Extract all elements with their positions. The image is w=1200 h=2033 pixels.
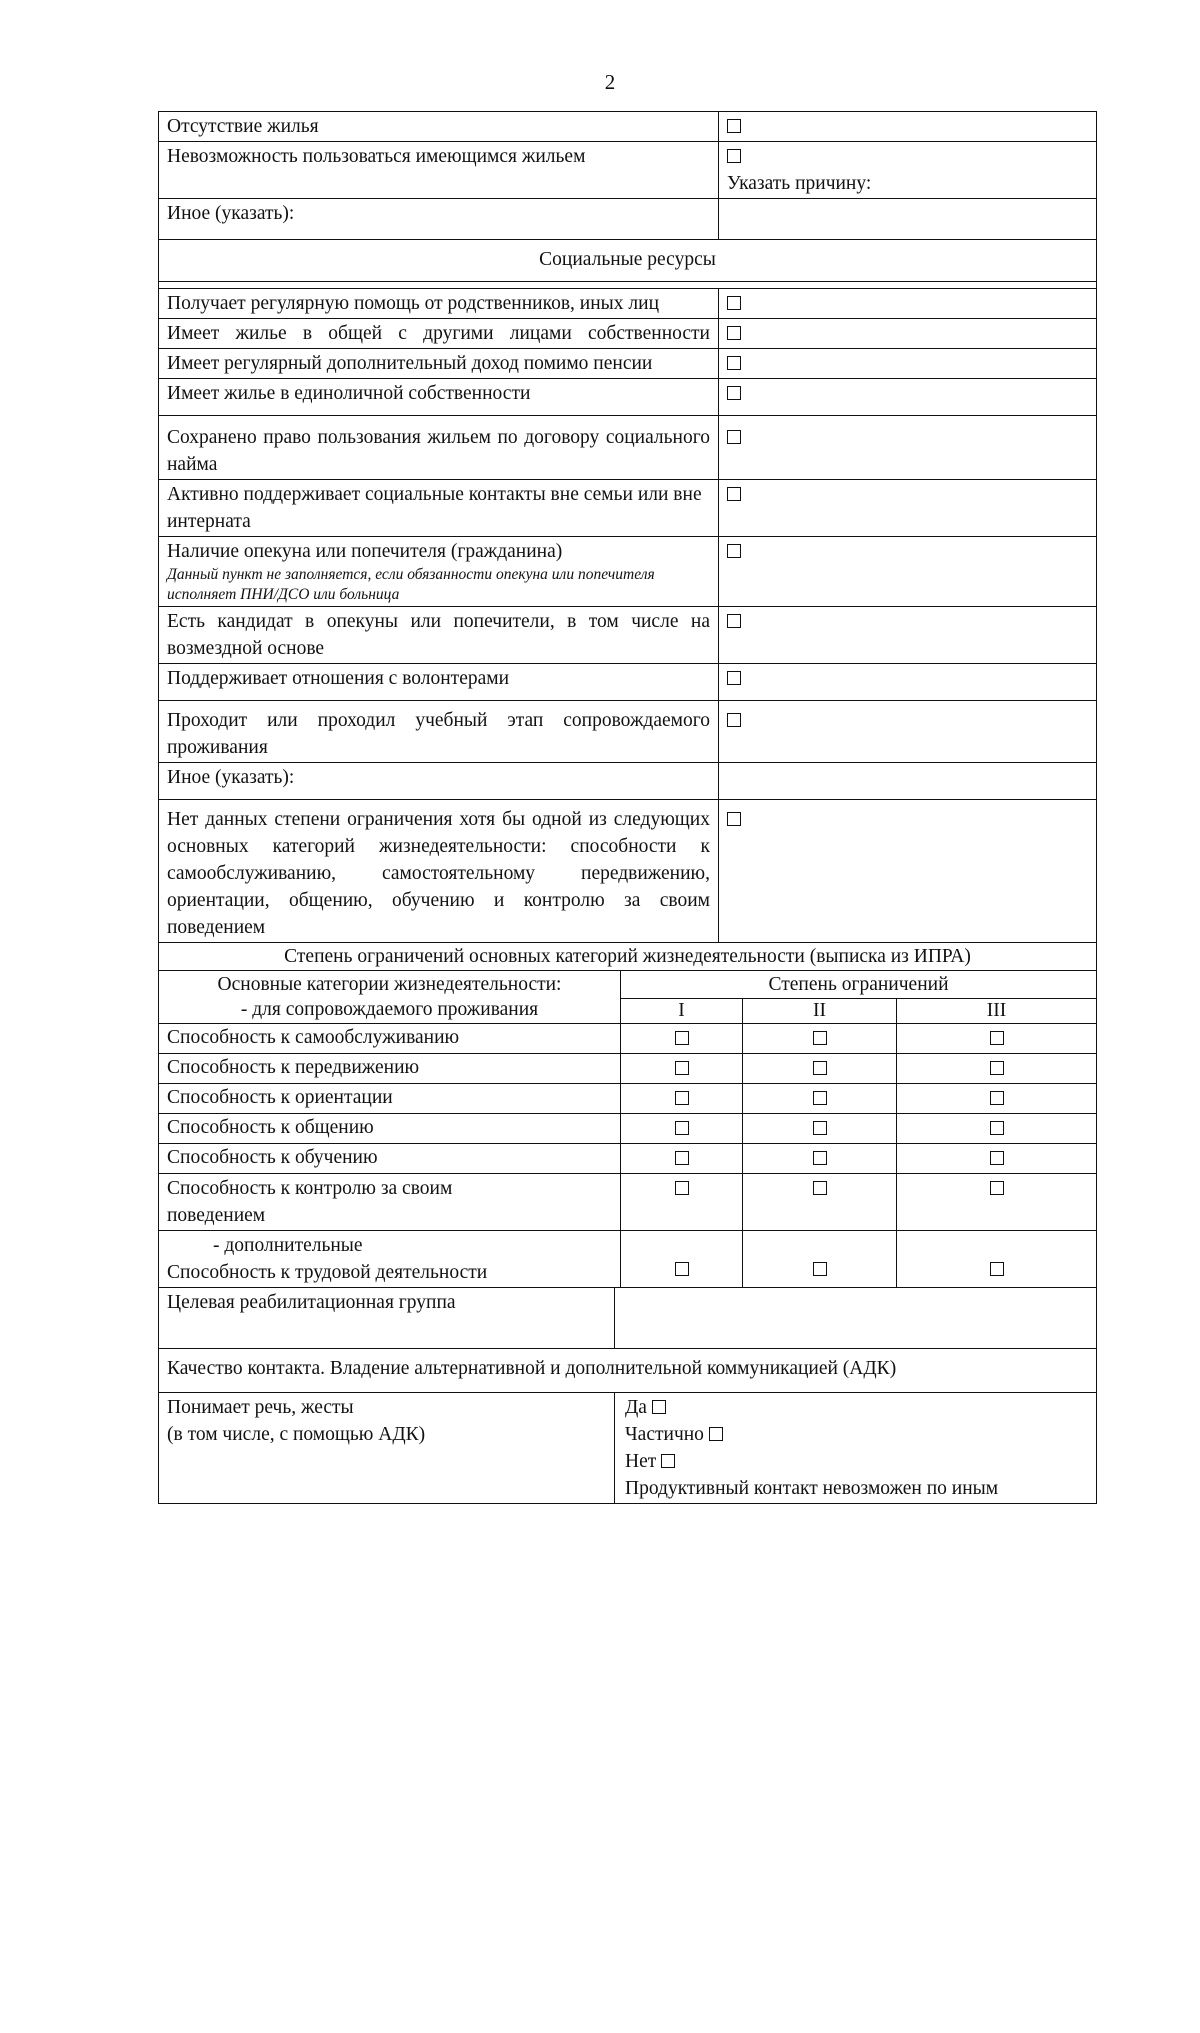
degree-checkbox-cell[interactable] <box>897 1231 1097 1288</box>
table-row <box>159 1288 1097 1349</box>
limitation-label: Способность к передвижению <box>159 1054 621 1084</box>
other-label: Иное (указать): <box>159 199 719 240</box>
table-row <box>159 240 1097 282</box>
contact-question-cell <box>159 1393 615 1504</box>
form-page <box>158 111 1096 1504</box>
degree-checkbox-cell[interactable] <box>897 1054 1097 1084</box>
degree-checkbox-cell[interactable] <box>743 1024 897 1054</box>
checkbox-icon[interactable] <box>675 1061 689 1075</box>
social-label: Наличие опекуна или попечителя (гражданина) <box>167 541 563 562</box>
checkbox-icon[interactable] <box>813 1031 827 1045</box>
checkbox-icon[interactable] <box>813 1121 827 1135</box>
social-label: Нет данных степени ограничения хотя бы одной из следующих основных категорий жизнедеятельности: способности к самообслуживанию, самостоятельному передвижению, ориентации, общению, обучению и контролю за своим поведением <box>159 800 719 943</box>
table-row <box>159 1054 1097 1084</box>
checkbox-icon[interactable] <box>990 1121 1004 1135</box>
table-row <box>159 763 1097 800</box>
table-row <box>159 199 1097 240</box>
social-checkbox-cell[interactable] <box>719 416 1097 480</box>
limitation-label: Способность к самообслуживанию <box>159 1024 621 1054</box>
checkbox-icon[interactable] <box>990 1181 1004 1195</box>
checkbox-icon[interactable] <box>727 671 741 685</box>
degree-label: II <box>743 999 897 1024</box>
degree-label: III <box>897 999 1097 1024</box>
contact-question-sub: (в том числе, с помощью АДК) <box>167 1424 426 1445</box>
degree-checkbox-cell[interactable] <box>621 1144 743 1174</box>
table-row <box>159 1393 1097 1504</box>
social-label: Имеет регулярный дополнительный доход помимо пенсии <box>159 349 719 379</box>
degree-checkbox-cell[interactable] <box>743 1231 897 1288</box>
social-checkbox-cell[interactable] <box>719 289 1097 319</box>
checkbox-icon[interactable] <box>675 1091 689 1105</box>
social-label: Получает регулярную помощь от родственников, иных лиц <box>159 289 719 319</box>
col-header-subgroup: - для сопровождаемого проживания <box>240 999 539 1020</box>
degree-checkbox-cell[interactable] <box>897 1114 1097 1144</box>
guardian-cell <box>159 537 719 607</box>
checkbox-icon[interactable] <box>727 119 741 133</box>
table-row <box>159 1084 1097 1114</box>
checkbox-icon[interactable] <box>661 1454 675 1468</box>
option-yes[interactable]: Да <box>625 1397 666 1418</box>
other-input-cell[interactable] <box>719 199 1097 240</box>
section-title-social: Социальные ресурсы <box>159 240 1097 282</box>
checkbox-icon[interactable] <box>675 1121 689 1135</box>
table-row <box>159 1349 1097 1393</box>
option-partial[interactable]: Частично <box>625 1424 723 1445</box>
checkbox-icon[interactable] <box>990 1031 1004 1045</box>
table-row <box>159 664 1097 701</box>
degree-checkbox-cell[interactable] <box>897 1084 1097 1114</box>
limitations-header-cell <box>159 971 621 1024</box>
social-label: Активно поддерживает социальные контакты вне семьи или вне интерната <box>159 480 719 537</box>
checkbox-icon[interactable] <box>675 1031 689 1045</box>
table-row <box>159 1144 1097 1174</box>
social-checkbox-cell[interactable] <box>719 537 1097 607</box>
checkbox-icon[interactable] <box>813 1262 827 1276</box>
checkbox-icon[interactable] <box>727 614 741 628</box>
housing-label: Невозможность пользоваться имеющимся жильем <box>159 142 719 199</box>
rehab-group-input-cell[interactable] <box>615 1288 1097 1349</box>
checkbox-icon[interactable] <box>727 812 741 826</box>
degree-checkbox-cell[interactable] <box>621 1024 743 1054</box>
table-row <box>159 142 1097 199</box>
checkbox-icon[interactable] <box>675 1262 689 1276</box>
table-row <box>159 112 1097 142</box>
rehab-group-label: Целевая реабилитационная группа <box>159 1288 615 1349</box>
degree-checkbox-cell[interactable] <box>743 1054 897 1084</box>
spacer <box>159 282 1097 289</box>
social-checkbox-cell[interactable] <box>719 607 1097 664</box>
social-label: Имеет жилье в единоличной собственности <box>159 379 719 416</box>
additional-cell <box>159 1231 621 1288</box>
checkbox-icon[interactable] <box>813 1181 827 1195</box>
checkbox-icon[interactable] <box>727 296 741 310</box>
checkbox-icon[interactable] <box>990 1262 1004 1276</box>
table-row <box>159 1024 1097 1054</box>
limitations-table <box>158 943 1097 1288</box>
checkbox-icon[interactable] <box>990 1061 1004 1075</box>
table-row <box>159 379 1097 416</box>
table-row <box>159 537 1097 607</box>
checkbox-icon[interactable] <box>709 1427 723 1441</box>
housing-label: Отсутствие жилья <box>159 112 719 142</box>
degree-checkbox-cell[interactable] <box>621 1084 743 1114</box>
checkbox-icon[interactable] <box>727 386 741 400</box>
checkbox-icon[interactable] <box>675 1181 689 1195</box>
social-checkbox-cell[interactable] <box>719 800 1097 943</box>
table-row <box>159 1174 1097 1231</box>
table-row <box>159 480 1097 537</box>
social-checkbox-cell[interactable] <box>719 379 1097 416</box>
section-title-contact: Качество контакта. Владение альтернативной и дополнительной коммуникацией (АДК) <box>159 1349 1097 1393</box>
social-label: Сохранено право пользования жильем по договору социального найма <box>159 416 719 480</box>
table-row <box>159 607 1097 664</box>
social-label: Имеет жилье в общей с другими лицами собственности <box>159 319 719 349</box>
contact-question: Понимает речь, жесты <box>167 1397 354 1418</box>
social-label: Есть кандидат в опекуны или попечители, в том числе на возмездной основе <box>159 607 719 664</box>
checkbox-icon[interactable] <box>727 430 741 444</box>
section-title-limitations: Степень ограничений основных категорий жизнедеятельности (выписка из ИПРА) <box>159 943 1097 971</box>
option-other-text: Продуктивный контакт невозможен по иным <box>625 1478 999 1499</box>
rehab-contact-table <box>158 1288 1097 1504</box>
degree-checkbox-cell[interactable] <box>743 1084 897 1114</box>
other-input-cell[interactable] <box>719 763 1097 800</box>
contact-options-cell <box>615 1393 1097 1504</box>
checkbox-icon[interactable] <box>675 1151 689 1165</box>
social-label: Поддерживает отношения с волонтерами <box>159 664 719 701</box>
limitation-label: Способность к ориентации <box>159 1084 621 1114</box>
table-row <box>159 319 1097 349</box>
degree-checkbox-cell[interactable] <box>743 1114 897 1144</box>
other-label: Иное (указать): <box>159 763 719 800</box>
checkbox-icon[interactable] <box>727 487 741 501</box>
degree-label: I <box>621 999 743 1024</box>
degree-checkbox-cell[interactable] <box>897 1024 1097 1054</box>
degree-checkbox-cell[interactable] <box>743 1144 897 1174</box>
checkbox-icon[interactable] <box>727 356 741 370</box>
table-row <box>159 1231 1097 1288</box>
table-row <box>159 1114 1097 1144</box>
table-row <box>159 943 1097 971</box>
degree-checkbox-cell[interactable] <box>897 1174 1097 1231</box>
limitation-label: Способность к обучению <box>159 1144 621 1174</box>
degree-checkbox-cell[interactable] <box>621 1174 743 1231</box>
checkbox-icon[interactable] <box>813 1061 827 1075</box>
table-row <box>159 971 1097 999</box>
housing-social-table <box>158 111 1097 943</box>
housing-checkbox-cell[interactable] <box>719 142 1097 199</box>
option-no[interactable]: Нет <box>625 1451 675 1472</box>
social-checkbox-cell[interactable] <box>719 701 1097 763</box>
reason-prompt: Указать причину: <box>727 173 872 194</box>
social-checkbox-cell[interactable] <box>719 664 1097 701</box>
social-checkbox-cell[interactable] <box>719 319 1097 349</box>
checkbox-icon[interactable] <box>727 713 741 727</box>
housing-checkbox-cell[interactable] <box>719 112 1097 142</box>
table-row <box>159 289 1097 319</box>
degree-checkbox-cell[interactable] <box>743 1174 897 1231</box>
checkbox-icon[interactable] <box>813 1091 827 1105</box>
social-checkbox-cell[interactable] <box>719 480 1097 537</box>
degree-checkbox-cell[interactable] <box>897 1144 1097 1174</box>
checkbox-icon[interactable] <box>727 326 741 340</box>
checkbox-icon[interactable] <box>990 1151 1004 1165</box>
table-row <box>159 800 1097 943</box>
degree-checkbox-cell[interactable] <box>621 1114 743 1144</box>
limitation-label: Способность к контролю за своим поведением <box>159 1174 621 1231</box>
degree-checkbox-cell[interactable] <box>621 1231 743 1288</box>
checkbox-icon[interactable] <box>990 1091 1004 1105</box>
table-row <box>159 416 1097 480</box>
table-row <box>159 701 1097 763</box>
page-number: 2 <box>604 70 616 94</box>
limitation-label: Способность к общению <box>159 1114 621 1144</box>
checkbox-icon[interactable] <box>652 1400 666 1414</box>
degree-header: Степень ограничений <box>621 971 1097 999</box>
social-checkbox-cell[interactable] <box>719 349 1097 379</box>
additional-header: - дополнительные <box>213 1235 363 1256</box>
checkbox-icon[interactable] <box>727 149 741 163</box>
guardian-note: Данный пункт не заполняется, если обязанности опекуна или попечителя исполняет ПНИ/ДСО или больница <box>167 566 655 603</box>
limitation-label: Способность к трудовой деятельности <box>167 1262 488 1283</box>
col-header-categories: Основные категории жизнедеятельности: <box>217 974 562 995</box>
checkbox-icon[interactable] <box>727 544 741 558</box>
social-label: Проходит или проходил учебный этап сопровождаемого проживания <box>159 701 719 763</box>
degree-checkbox-cell[interactable] <box>621 1054 743 1084</box>
checkbox-icon[interactable] <box>813 1151 827 1165</box>
table-row <box>159 349 1097 379</box>
